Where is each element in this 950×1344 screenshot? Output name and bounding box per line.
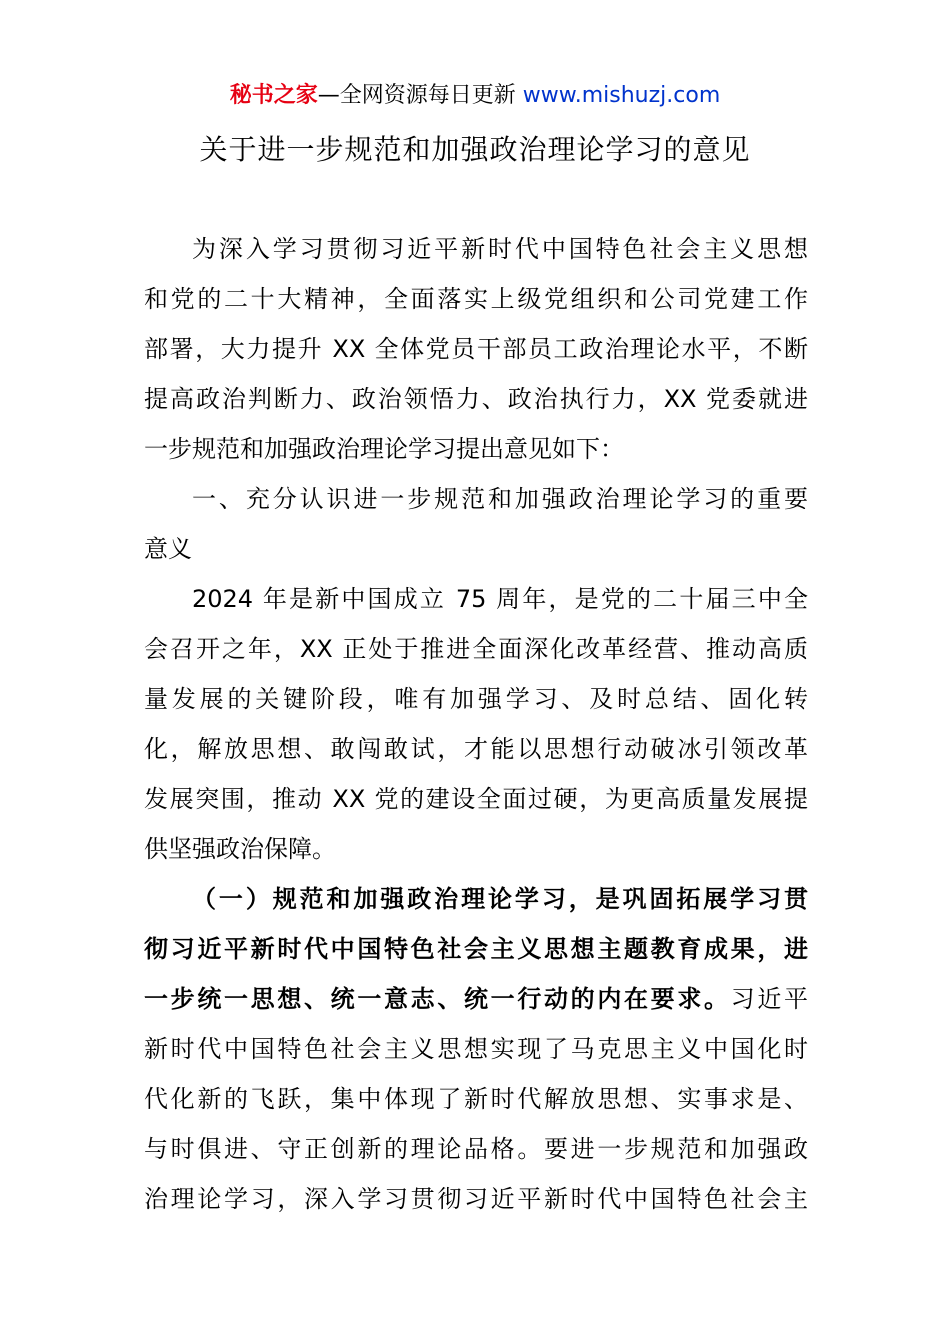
paragraph-line: 2024 年是新中国成立 75 周年，是党的二十届三中全 — [192, 585, 808, 613]
paragraph-line: 量发展的关键阶段，唯有加强学习、及时总结、固化转 — [144, 685, 808, 713]
paragraph-line: 发展突围，推动 XX 党的建设全面过硬，为更高质量发展提 — [144, 785, 808, 813]
document-title: 关于进一步规范和加强政治理论学习的意见 — [199, 133, 751, 166]
paragraph-line: 新时代中国特色社会主义思想实现了马克思主义中国化时 — [144, 1035, 808, 1063]
site-banner — [0, 80, 950, 112]
paragraph-line: 治理论学习，深入学习贯彻习近平新时代中国特色社会主 — [144, 1185, 808, 1213]
mixed-line — [144, 974, 808, 1024]
paragraph-line: 供坚强政治保障。 — [144, 835, 336, 863]
paragraph-line: 化，解放思想、敢闯敢试，才能以思想行动破冰引领改革 — [144, 735, 808, 763]
section-heading-line: 一、充分认识进一步规范和加强政治理论学习的重要 — [192, 485, 808, 513]
paragraph-line: 代化新的飞跃，集中体现了新时代解放思想、实事求是、 — [144, 1085, 808, 1113]
bold-subheading-text: 一步统一思想、统一意志、统一行动的内在要求。 — [144, 985, 731, 1013]
paragraph-line: 一步规范和加强政治理论学习提出意见如下： — [144, 435, 624, 463]
site-tagline: —全网资源每日更新 — [317, 83, 523, 108]
paragraph-line: 为深入学习贯彻习近平新时代中国特色社会主义思想 — [192, 235, 808, 263]
paragraph-line: 和党的二十大精神，全面落实上级党组织和公司党建工作 — [144, 285, 808, 313]
site-brand: 秘书之家 — [229, 83, 318, 108]
paragraph-line: 提高政治判断力、政治领悟力、政治执行力，XX 党委就进 — [144, 385, 808, 413]
bold-subheading-line: 彻习近平新时代中国特色社会主义思想主题教育成果，进 — [144, 935, 808, 963]
paragraph-text: 习近平 — [730, 985, 809, 1013]
section-heading-line: 意义 — [144, 535, 192, 563]
paragraph-line: 部署，大力提升 XX 全体党员干部员工政治理论水平，不断 — [144, 335, 808, 363]
paragraph-line: 与时俱进、守正创新的理论品格。要进一步规范和加强政 — [144, 1135, 808, 1163]
site-url-link[interactable]: www.mishuzj.com — [522, 83, 721, 108]
document-body — [144, 224, 808, 1224]
bold-subheading-line: （一）规范和加强政治理论学习，是巩固拓展学习贯 — [192, 885, 808, 913]
paragraph-line: 会召开之年，XX 正处于推进全面深化改革经营、推动高质 — [144, 635, 808, 663]
